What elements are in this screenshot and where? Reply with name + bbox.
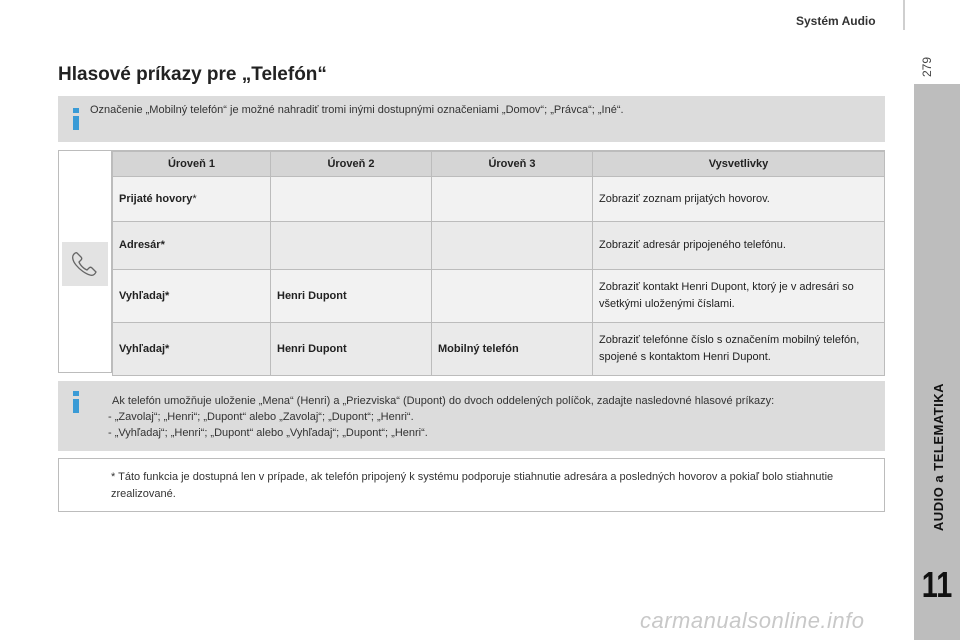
command-table-frame — [58, 150, 885, 373]
explanation-cell: Zobraziť telefónne číslo s označením mobilný telefón, spojené s kontaktom Henri Dupont. — [593, 323, 885, 376]
level3-cell — [432, 222, 593, 270]
column-header: Vysvetlivky — [593, 152, 885, 177]
info-icon — [70, 391, 82, 413]
table-row — [113, 177, 885, 222]
page-number: 279 — [920, 56, 934, 78]
level3-cell — [432, 270, 593, 323]
level1-cell: Adresár* — [113, 222, 271, 270]
level1-cell: Vyhľadaj* — [113, 323, 271, 376]
footnote-text: * Táto funkcia je dostupná len v prípade, ak telefón pripojený k systému podporuje stiahnutie adresára a posledných hovorov a pokiaľ bolo stiahnutie zrealizované. — [111, 471, 834, 500]
info-panel-middle — [58, 381, 885, 451]
table-row — [113, 323, 885, 376]
command-table — [112, 151, 885, 376]
level2-cell: Henri Dupont — [271, 270, 432, 323]
level2-cell — [271, 177, 432, 222]
explanation-cell: Zobraziť zoznam prijatých hovorov. — [593, 177, 885, 222]
info-panel-top — [58, 96, 885, 142]
phone-icon — [62, 242, 108, 286]
table-row — [113, 222, 885, 270]
info-icon — [70, 108, 82, 130]
table-header-row — [113, 152, 885, 177]
level1-text: Prijaté hovory — [119, 192, 193, 205]
column-header: Úroveň 2 — [271, 152, 432, 177]
level1-cell — [113, 177, 271, 222]
info-text-middle — [108, 393, 877, 441]
bullet-item: - „Zavolaj“; „Henri“; „Dupont“ alebo „Zavolaj“; „Dupont“; „Henri“. — [108, 411, 414, 423]
watermark: carmanualsonline.info — [640, 608, 865, 633]
info-intro: Ak telefón umožňuje uloženie „Mena“ (Henri) a „Priezviska“ (Dupont) do dvoch oddelených políčok, zadajte nasledovné hlasové príkazy: — [112, 395, 775, 407]
level1-cell: Vyhľadaj* — [113, 270, 271, 323]
column-header: Úroveň 3 — [432, 152, 593, 177]
explanation-cell: Zobraziť kontakt Henri Dupont, ktorý je v adresári so všetkými uloženými číslami. — [593, 270, 885, 323]
column-header: Úroveň 1 — [113, 152, 271, 177]
level2-cell — [271, 222, 432, 270]
chapter-number: 11 — [921, 564, 953, 605]
phone-cell — [59, 151, 112, 372]
level3-cell — [432, 177, 593, 222]
chapter-sidebar — [914, 84, 960, 640]
explanation-cell: Zobraziť adresár pripojeného telefónu. — [593, 222, 885, 270]
footnote-marker: * — [192, 192, 197, 205]
footnote-box — [58, 458, 885, 512]
header-divider — [903, 0, 905, 30]
info-text-top: Označenie „Mobilný telefón“ je možné nahradiť tromi inými dostupnými označeniami „Domov“; „Právca“; „Iné“. — [90, 104, 624, 116]
table-row — [113, 270, 885, 323]
bullet-item: - „Vyhľadaj“; „Henri“; „Dupont“ alebo „Vyhľadaj“; „Dupont“; „Henri“. — [108, 427, 428, 439]
page-title: Hlasové príkazy pre „Telefón“ — [58, 64, 327, 85]
level2-cell: Henri Dupont — [271, 323, 432, 376]
section-title: Systém Audio — [796, 14, 876, 28]
level3-cell: Mobilný telefón — [432, 323, 593, 376]
chapter-label: AUDIO a TELEMATIKA — [930, 382, 946, 532]
phone-icon-box — [62, 242, 108, 286]
